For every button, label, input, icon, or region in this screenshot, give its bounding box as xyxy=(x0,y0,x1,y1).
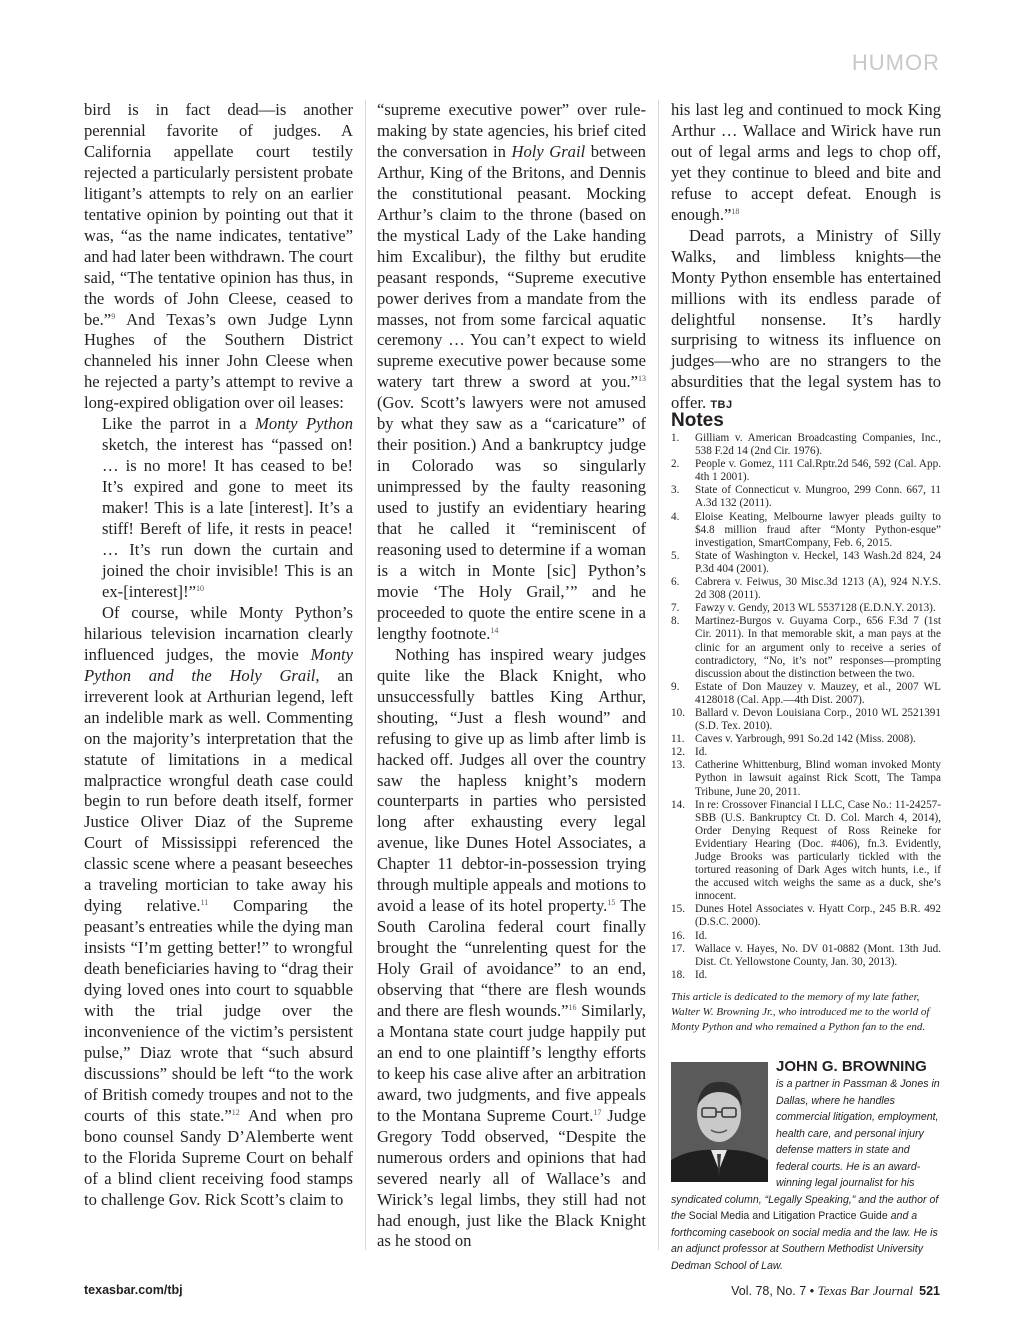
author-name: JOHN G. BROWNING xyxy=(776,1058,927,1075)
footnote-ref: 13 xyxy=(638,374,646,384)
footnote-ref: 11 xyxy=(200,898,209,908)
footer-folio: Vol. 78, No. 7 • Texas Bar Journal 521 xyxy=(731,1283,940,1298)
paragraph: Nothing has inspired weary judges quite like the Black Knight, who unsuccessfully battles King Arthur, shouting, “Just a flesh wound” and refusing to give up as limb after limb is hacked off. Judges all over the country saw the hapless knight’s modern counterparts in parties who persisted long after exhausting every legal avenue, like Dunes Hotel Associates, a Chapter 11 debtor-in-possession trying through multiple appeals and motions to avoid a lease of its hotel property.$^{15}$ The South Carolina federal court finally brought the “unrelenting quest for the Holy Grail of avoidance” to an end, observing that “there are flesh wounds and there are flesh wounds.”$^{16}$ Similarly, a Montana state court judge happily put an end to one plaintiff’s lengthy efforts to keep his case alive after an arbitration award, two judgments, and five appeals to the Montana Supreme Court.$^{17}$ Judge Gregory Todd observed, “Despite the numerous orders and opinions that had severed nearly all of Wallace’s and Wirick’s legal limbs, they still had not had enough, just like the Black Knight as he stood on xyxy=(377,644,646,1251)
author-bio: is a partner in Passman & Jones in Dallas, where he handles commercial litigation, employment, health care, and personal injury defense matters in state and federal courts. He is an award-winning legal journalist for his syndicated column, “Legally Speaking,” and the author of the Social Media and Litigation Practice Guide and a forthcoming casebook on social media and the law. He is an adjunct professor at Southern Methodist University Dedman School of Law. xyxy=(671,1078,940,1272)
note-item: 6. Cabrera v. Feiwus, 30 Misc.3d 1213 (A), 924 N.Y.S. 2d 308 (2011). xyxy=(671,576,941,602)
footnote-ref: 15 xyxy=(607,898,616,908)
note-item: 17. Wallace v. Hayes, No. DV 01-0882 (Mont. 13th Jud. Dist. Ct. Yellowstone County, Jan. 30, 2013). xyxy=(671,942,941,968)
note-item: 5. State of Washington v. Heckel, 143 Wash.2d 824, 24 P.3d 404 (2001). xyxy=(671,549,941,575)
paragraph: Dead parrots, a Ministry of Silly Walks, and limbless knights—the Monty Python ensemble has entertained millions with its endless parade of delightful nonsense. It’s hardly surprising to witness its influence on judges—who are no strangers to the absurdities that the legal system has to offer. TBJ xyxy=(671,225,941,413)
note-item: 3. State of Connecticut v. Mungroo, 299 Conn. 667, 11 A.3d 132 (2011). xyxy=(671,484,941,510)
note-item: 12. Id. xyxy=(671,746,708,759)
section-label: HUMOR xyxy=(851,50,940,75)
block-quote: Like the parrot in a Monty Python sketch, the interest has “passed on! … is no more! It has ceased to be! It’s expired and gone to meet its maker! This is a late [interest]. It’s a stiff! Bereft of life, it rests in peace! … It’s run down the curtain and joined the choir invisible! This is an ex-[interest]!”$^{10}$ xyxy=(102,414,353,601)
note-item: 2. People v. Gomez, 111 Cal.Rptr.2d 546, 592 (Cal. App. 4th 1 2001). xyxy=(671,458,941,484)
note-item: 18. Id. xyxy=(671,968,708,981)
paragraph: “supreme executive power” over rule-making by state agencies, his brief cited the conversation in Holy Grail between Arthur, King of the Britons, and Dennis the constitutional peasant. Mocking Arthur’s claim to the throne (based on the mystical Lady of the Lake handing him Excalibur), the filthy but erudite peasant responds, “Supreme executive power derives from a mandate from the masses, not from some farcical aquatic ceremony … You can’t expect to wield supreme executive power because some watery tart threw a sword at you.”$^{13}$ (Gov. Scott’s lawyers were not amused by what they saw as a “caricature” of their position.) And a bankruptcy judge in Colorado was so singularly unimpressed by the faulty reasoning used to justify an evidentiary hearing that he called it “reminiscent of reasoning used to determine if a woman is a witch in Monte [sic] Python’s movie ‘The Holy Grail,’” and he proceeded to quote the entire scene in a lengthy footnote.$^{14}$ xyxy=(377,100,646,643)
note-item: 16. Id. xyxy=(671,929,708,942)
note-item: 13. Catherine Whittenburg, Blind woman invoked Monty Python in lawsuit against Rick Scott, The Tampa Tribune, June 20, 2011. xyxy=(671,759,941,798)
footnote-ref: 10 xyxy=(195,583,204,593)
note-item: 14. In re: Crossover Financial I LLC, Case No.: 11-24257-SBB (U.S. Bankruptcy Ct. D. Col. March 4, 2014), Order Denying Request of Ross Reineke for Evidentiary Hearing (Doc. #406), fn.3. Evidently, Judge Brooks was particularly tickled with the tortured reasoning of Dark Ages witch hunts, i.e., if the accused witch weighs the same as a duck, she’s innocent. xyxy=(671,798,941,903)
footnote-ref: 14 xyxy=(490,625,499,635)
article-column-1 xyxy=(84,100,353,1211)
note-item: 10. Ballard v. Devon Louisiana Corp., 2010 WL 2521391 (S.D. Tex. 2010). xyxy=(671,706,941,733)
page-number: 521 xyxy=(919,1284,940,1298)
note-item: 15. Dunes Hotel Associates v. Hyatt Corp., 245 B.R. 492 (D.S.C. 2000). xyxy=(671,903,941,929)
article-column-3 xyxy=(671,100,941,416)
footnote-ref: 16 xyxy=(568,1002,577,1012)
column-divider xyxy=(658,100,659,1250)
footnote-ref: 18 xyxy=(731,206,740,216)
notes-list xyxy=(671,432,941,982)
note-item: 7. Fawzy v. Gendy, 2013 WL 5537128 (E.D.N.Y. 2013). xyxy=(671,602,936,615)
note-item: 4. Eloise Keating, Melbourne lawyer pleads guilty to $4.8 million fraud after “Monty Python-esque” investigation, SmartCompany, Feb. 6, 2015. xyxy=(671,510,941,549)
notes-heading: Notes xyxy=(671,410,724,431)
footnote-ref: 9 xyxy=(111,311,116,321)
dedication: This article is dedicated to the memory of my late father, Walter W. Browning Jr., who introduced me to the world of Monty Python and who remained a Python fan to the end. xyxy=(671,991,930,1033)
note-item: 11. Caves v. Yarbrough, 991 So.2d 142 (Miss. 2008). xyxy=(671,733,916,746)
footer-url[interactable]: texasbar.com/tbj xyxy=(84,1283,183,1297)
footnote-ref: 17 xyxy=(593,1107,602,1117)
paragraph: Of course, while Monty Python’s hilarious television incarnation clearly influenced judges, the movie Monty Python and the Holy Grail, an irreverent look at Arthurian legend, left an indelible mark as well. Commenting on the majority’s interpretation that the statute of limitations in a medical malpractice wrongful death case could begin to run before death itself, former Justice Oliver Diaz of the Supreme Court of Mississippi referenced the classic scene where a peasant beseeches a traveling mortician to take away his dying relative.$^{11}$ Comparing the peasant’s entreaties while the dying man insists “I’m getting better!” to wrongful death beneficiaries having to “drag their dying loved ones into court to squabble with the trial judge over the inconvenience of the victim’s persistent pulse,” Diaz wrote that “such absurd discussions” should be left “to the work of British comedy troupes and not to the courts of this state.”$^{12}$ And when pro bono counsel Sandy D’Alemberte went to the Florida Supreme Court on behalf of a blind client receiving food stamps to challenge Gov. Rick Scott’s claim to xyxy=(84,602,354,1209)
footnote-ref: 12 xyxy=(231,1107,240,1117)
note-item: 8. Martinez-Burgos v. Guyama Corp., 656 F.3d 7 (1st Cir. 2011). In that memorable skit, a man pays at the clinic for an argument only to receive a series of contradictory, “No, it’s not” responses—prompting discussion about the distinction between the two. xyxy=(671,615,941,680)
paragraph: his last leg and continued to mock King Arthur … Wallace and Wirick have run out of legal arms and legs to chop off, yet they continue to bleed and bite and refuse to accept defeat. Enough is enough.”$^{18}$ xyxy=(671,100,941,224)
column-divider xyxy=(365,100,366,1250)
note-item: 1. Gilliam v. American Broadcasting Companies, Inc., 538 F.2d 14 (2nd Cir. 1976). xyxy=(671,432,941,458)
paragraph: bird is in fact dead—is another perennial favorite of judges. A California appellate court testily rejected a particularly persistent probate litigant’s attempts to rely on an earlier tentative opinion by pointing out that it was, “as the name indicates, tentative” and had later been withdrawn. The court said, “The tentative opinion has thus, in the words of John Cleese, ceased to be.”$^9$ And Texas’s own Judge Lynn Hughes of the Southern District channeled his inner John Cleese when he rejected a party’s attempt to revive a long-expired obligation over oil leases: xyxy=(84,100,353,413)
end-mark: TBJ xyxy=(710,399,733,412)
note-item: 9. Estate of Don Mauzey v. Mauzey, et al., 2007 WL 4128018 (Cal. App.—4th Dist. 2007). xyxy=(671,680,941,706)
article-column-2 xyxy=(377,100,646,1252)
